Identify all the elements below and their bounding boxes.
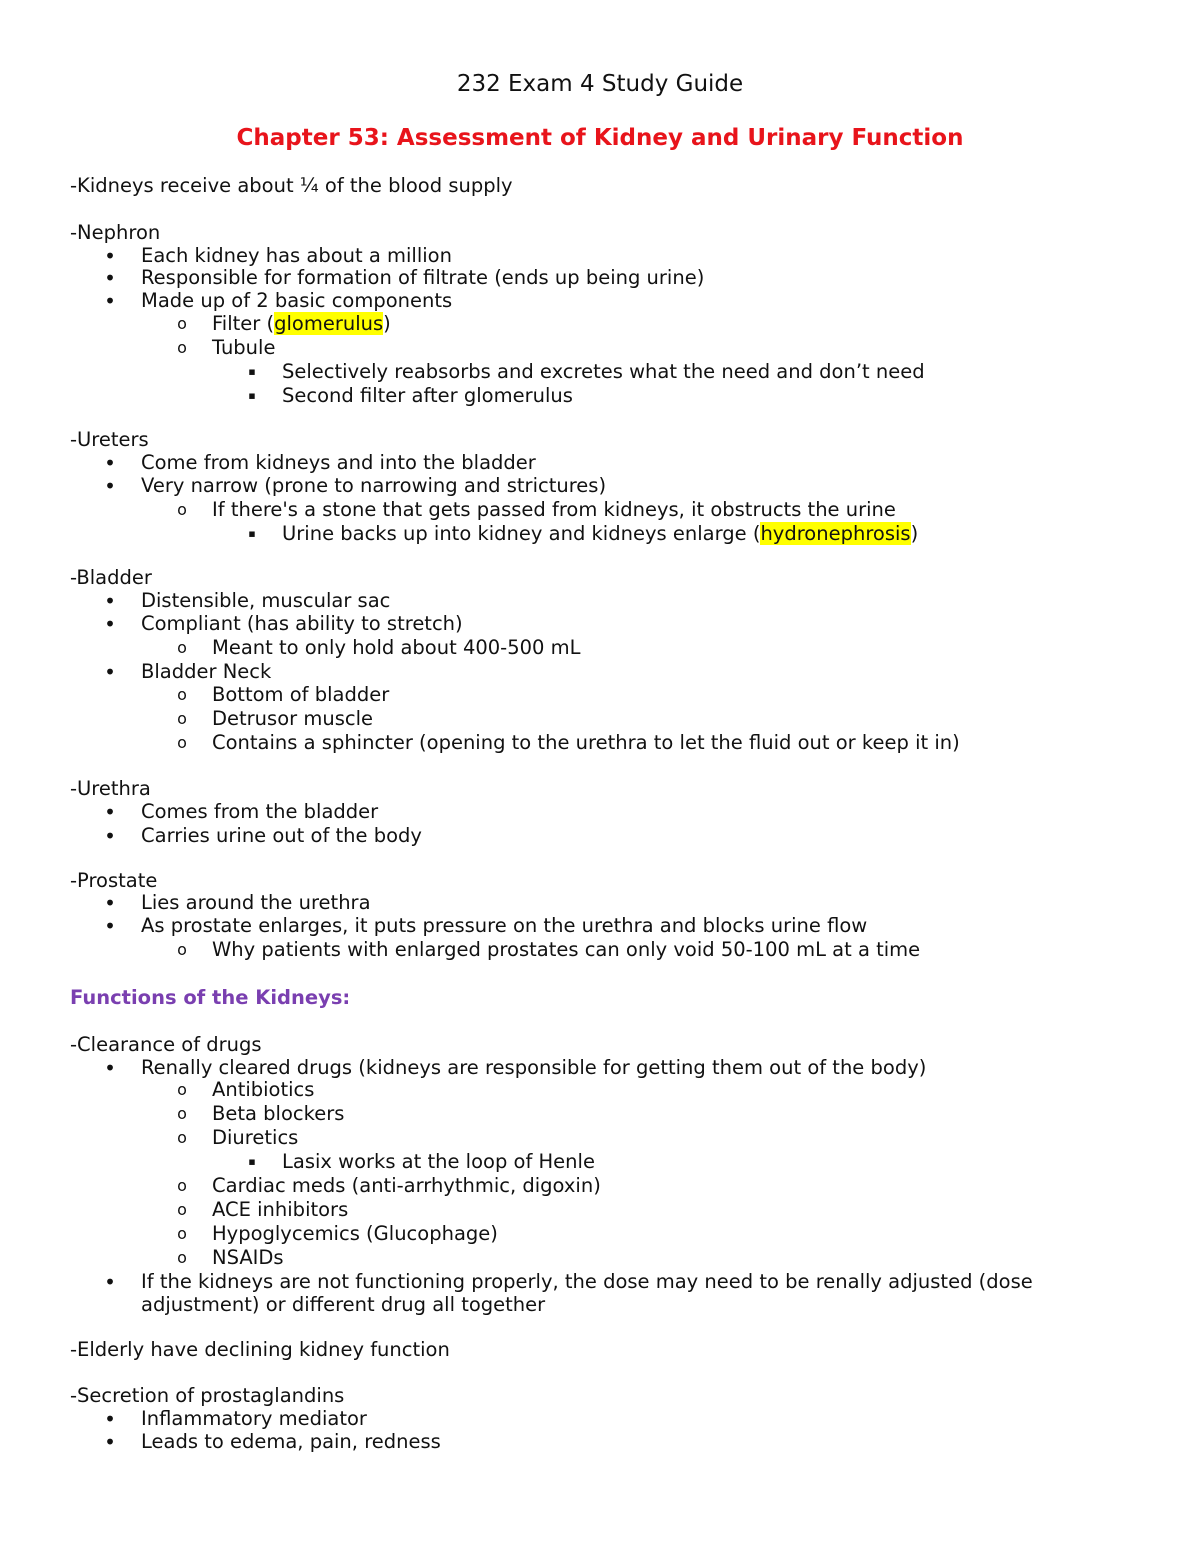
chapter-heading: Chapter 53: Assessment of Kidney and Urinary Function bbox=[236, 125, 964, 151]
list-item: o Contains a sphincter (opening to the urethra to let the fluid out or keep it in) bbox=[177, 731, 960, 754]
list-item: o Diuretics bbox=[177, 1126, 299, 1149]
list-item: • Come from kidneys and into the bladder bbox=[104, 451, 536, 475]
list-item: • Very narrow (prone to narrowing and strictures) bbox=[104, 474, 607, 498]
list-item: ▪ Second filter after glomerulus bbox=[248, 384, 573, 407]
list-item: o Why patients with enlarged prostates can only void 50-100 mL at a time bbox=[177, 938, 921, 961]
list-item: • Comes from the bladder bbox=[104, 800, 379, 824]
list-item: • Carries urine out of the body bbox=[104, 824, 422, 848]
topic-heading: -Ureters bbox=[70, 428, 149, 451]
list-item: ▪ Lasix works at the loop of Henle bbox=[248, 1150, 595, 1173]
topic-heading: -Elderly have declining kidney function bbox=[70, 1338, 450, 1361]
list-item: o Cardiac meds (anti-arrhythmic, digoxin) bbox=[177, 1174, 601, 1197]
list-item: • Each kidney has about a million bbox=[104, 244, 452, 268]
highlighted-term: hydronephrosis bbox=[760, 522, 911, 545]
list-item: • Leads to edema, pain, redness bbox=[104, 1430, 441, 1454]
section-heading: Functions of the Kidneys: bbox=[70, 986, 351, 1009]
topic-heading: -Urethra bbox=[70, 777, 151, 800]
document-title: 232 Exam 4 Study Guide bbox=[456, 71, 744, 97]
list-item: ▪ Selectively reabsorbs and excretes what the need and don’t need bbox=[248, 360, 925, 383]
list-item: • Responsible for formation of filtrate (ends up being urine) bbox=[104, 266, 705, 290]
list-item: • Distensible, muscular sac bbox=[104, 589, 391, 613]
list-item: o Bottom of bladder bbox=[177, 683, 390, 706]
list-item: o If there's a stone that gets passed from kidneys, it obstructs the urine bbox=[177, 498, 896, 521]
list-item: • Renally cleared drugs (kidneys are responsible for getting them out of the body) bbox=[104, 1056, 927, 1080]
highlighted-term: glomerulus bbox=[274, 312, 384, 335]
list-item: • Inflammatory mediator bbox=[104, 1407, 367, 1431]
topic-heading: -Nephron bbox=[70, 221, 161, 244]
topic-heading: -Prostate bbox=[70, 869, 158, 892]
list-item: o Antibiotics bbox=[177, 1078, 315, 1101]
list-item: • Bladder Neck bbox=[104, 660, 272, 684]
list-item: o Filter (glomerulus) bbox=[177, 312, 391, 335]
list-item: o Detrusor muscle bbox=[177, 707, 373, 730]
list-item: • As prostate enlarges, it puts pressure on the urethra and blocks urine flow bbox=[104, 914, 868, 938]
list-item: • Lies around the urethra bbox=[104, 891, 371, 915]
list-item: o Hypoglycemics (Glucophage) bbox=[177, 1222, 498, 1245]
list-item: o NSAIDs bbox=[177, 1246, 284, 1269]
list-item: • Made up of 2 basic components bbox=[104, 289, 453, 313]
text-line: -Kidneys receive about ¼ of the blood supply bbox=[70, 174, 513, 197]
list-item: ▪ Urine backs up into kidney and kidneys enlarge (hydronephrosis) bbox=[248, 522, 919, 545]
topic-heading: -Bladder bbox=[70, 566, 152, 589]
list-item: o Beta blockers bbox=[177, 1102, 345, 1125]
list-item: o ACE inhibitors bbox=[177, 1198, 349, 1221]
list-item: o Meant to only hold about 400-500 mL bbox=[177, 636, 581, 659]
topic-heading: -Secretion of prostaglandins bbox=[70, 1384, 345, 1407]
topic-heading: -Clearance of drugs bbox=[70, 1033, 262, 1056]
list-item-continuation: adjustment) or different drug all together bbox=[141, 1293, 546, 1316]
list-item: • Compliant (has ability to stretch) bbox=[104, 612, 463, 636]
list-item: o Tubule bbox=[177, 336, 276, 359]
list-item: • If the kidneys are not functioning properly, the dose may need to be renally adjusted (dose bbox=[104, 1270, 1033, 1294]
